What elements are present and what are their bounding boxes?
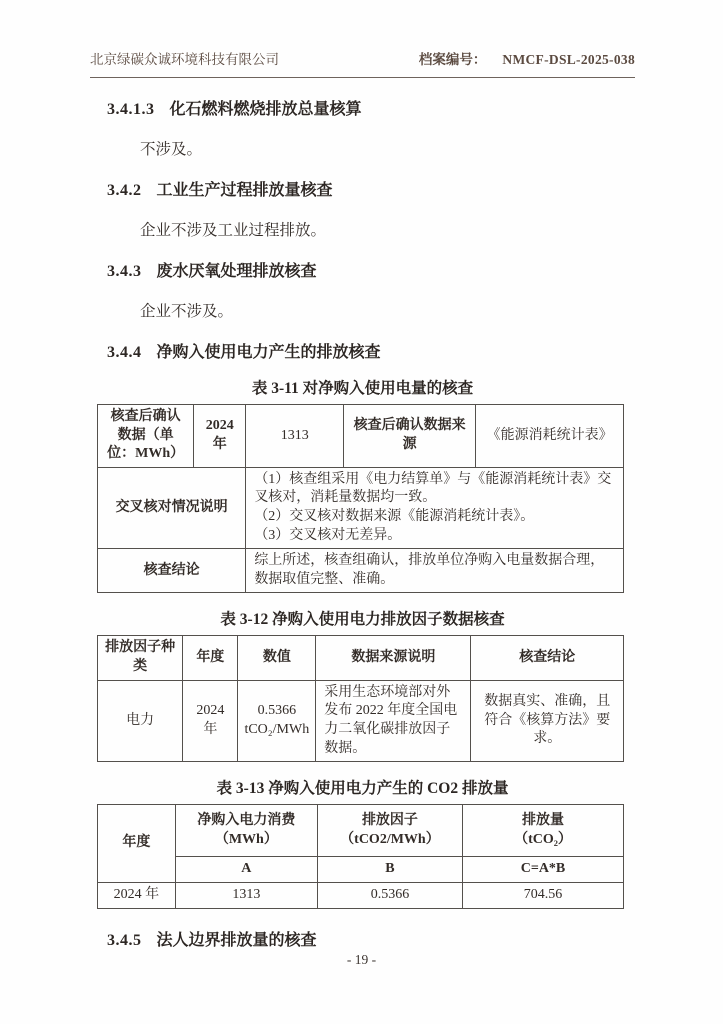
source-value-cell: 《能源消耗统计表》	[476, 405, 624, 468]
archive-number-block	[419, 48, 635, 68]
col-header-factor-type: 排放因子种类	[98, 636, 183, 680]
amount-cell: 1313	[246, 405, 344, 468]
cross-check-line: （1）核查组采用《电力结算单》与《能源消耗统计表》交叉核对，消耗量数据均一致。	[254, 471, 612, 506]
heading-3-4-2	[107, 177, 635, 200]
header-line: （tCO2/MWh）	[340, 831, 440, 847]
paragraph-3-4-3: 企业不涉及。	[140, 303, 234, 320]
table-subheader-row	[98, 857, 624, 883]
heading-3-4-4	[107, 339, 635, 362]
year-cell: 2024 年	[194, 405, 246, 468]
factor-value: 0.5366	[257, 703, 297, 719]
heading-3-4-3	[107, 258, 635, 281]
heading-text: 废水厌氧处理排放核查	[156, 263, 317, 280]
header-line: （MWh）	[214, 831, 278, 847]
factor-value-cell	[238, 680, 316, 761]
heading-text: 化石燃料燃烧排放总量核算	[169, 101, 362, 118]
cross-check-line: （3）交叉核对无差异。	[254, 527, 402, 543]
table-3-12-title: 表 3-12 净购入使用电力排放因子数据核查	[220, 611, 505, 629]
factor-unit: tCO₂/MWh	[244, 721, 310, 737]
col-header-electricity	[175, 805, 317, 857]
factor-conclusion-cell: 数据真实、准确，且符合《核算方法》要求。	[471, 680, 624, 761]
subheader-c: C=A*B	[463, 857, 624, 883]
col-header-emission-factor	[317, 805, 462, 857]
col-header-conclusion: 核查结论	[471, 636, 624, 680]
table-row	[98, 405, 624, 468]
cross-check-line: （2）交叉核对数据来源《能源消耗统计表》。	[254, 509, 535, 525]
confirmed-data-label-cell: 核查后确认数据（单位：MWh）	[98, 405, 194, 468]
factor-type-cell: 电力	[98, 680, 183, 761]
year-cell: 2024 年	[183, 680, 238, 761]
cross-check-detail-cell	[246, 467, 624, 548]
consumption-cell: 1313	[175, 882, 317, 908]
header-line: 排放因子	[361, 813, 418, 829]
year-cell: 2024 年	[98, 882, 176, 908]
factor-source-cell: 采用生态环境部对外发布 2022 年度全国电力二氧化碳排放因子数据。	[316, 680, 471, 761]
source-label-cell: 核查后确认数据来源	[344, 405, 476, 468]
header-line: （tCO₂）	[514, 831, 572, 847]
table-header-row	[98, 636, 624, 680]
subheader-b: B	[317, 857, 462, 883]
heading-number: 3.4.4	[107, 344, 142, 361]
table-3-11-title: 表 3-11 对净购入使用电量的核查	[251, 380, 474, 397]
col-header-year: 年度	[183, 636, 238, 680]
table-3-12	[97, 635, 624, 762]
col-header-value: 数值	[238, 636, 316, 680]
table-row	[98, 549, 624, 593]
table-row	[98, 882, 624, 908]
col-header-year: 年度	[98, 805, 176, 883]
table-row	[98, 680, 624, 761]
archive-label: 档案编号：	[418, 52, 487, 67]
col-header-emission-amount	[463, 805, 624, 857]
conclusion-label-cell: 核查结论	[98, 549, 246, 593]
table-3-11	[97, 404, 624, 593]
table-3-13	[97, 804, 624, 908]
heading-number: 3.4.5	[107, 931, 142, 949]
archive-number: NMCF-DSL-2025-038	[502, 52, 635, 67]
header-line: 排放量	[522, 813, 565, 829]
heading-3-4-1-3	[107, 96, 635, 119]
col-header-source: 数据来源说明	[316, 636, 471, 680]
heading-text: 工业生产过程排放量核查	[156, 182, 333, 199]
heading-number: 3.4.3	[107, 263, 142, 280]
paragraph-3-4-2: 企业不涉及工业过程排放。	[140, 222, 327, 239]
paragraph-3-4-1-3: 不涉及。	[140, 141, 203, 158]
cross-check-label-cell: 交叉核对情况说明	[98, 467, 246, 548]
company-name: 北京绿碳众诚环境科技有限公司	[90, 52, 279, 67]
heading-number: 3.4.1.3	[107, 101, 155, 118]
heading-text: 法人边界排放量的核查	[156, 931, 317, 949]
emission-cell: 704.56	[463, 882, 624, 908]
subheader-a: A	[175, 857, 317, 883]
factor-cell: 0.5366	[317, 882, 462, 908]
table-3-13-title: 表 3-13 净购入使用电力产生的 CO2 排放量	[216, 780, 509, 798]
heading-text: 净购入使用电力产生的排放核查	[156, 344, 381, 361]
heading-3-4-5	[107, 927, 635, 950]
page-number: - 19 -	[346, 952, 377, 967]
page-header	[90, 48, 635, 78]
table-row	[98, 467, 624, 548]
header-line: 净购入电力消费	[197, 813, 296, 829]
conclusion-text-cell: 综上所述，核查组确认，排放单位净购入电量数据合理，数据取值完整、准确。	[246, 549, 624, 593]
table-header-row	[98, 805, 624, 857]
heading-number: 3.4.2	[107, 182, 142, 199]
